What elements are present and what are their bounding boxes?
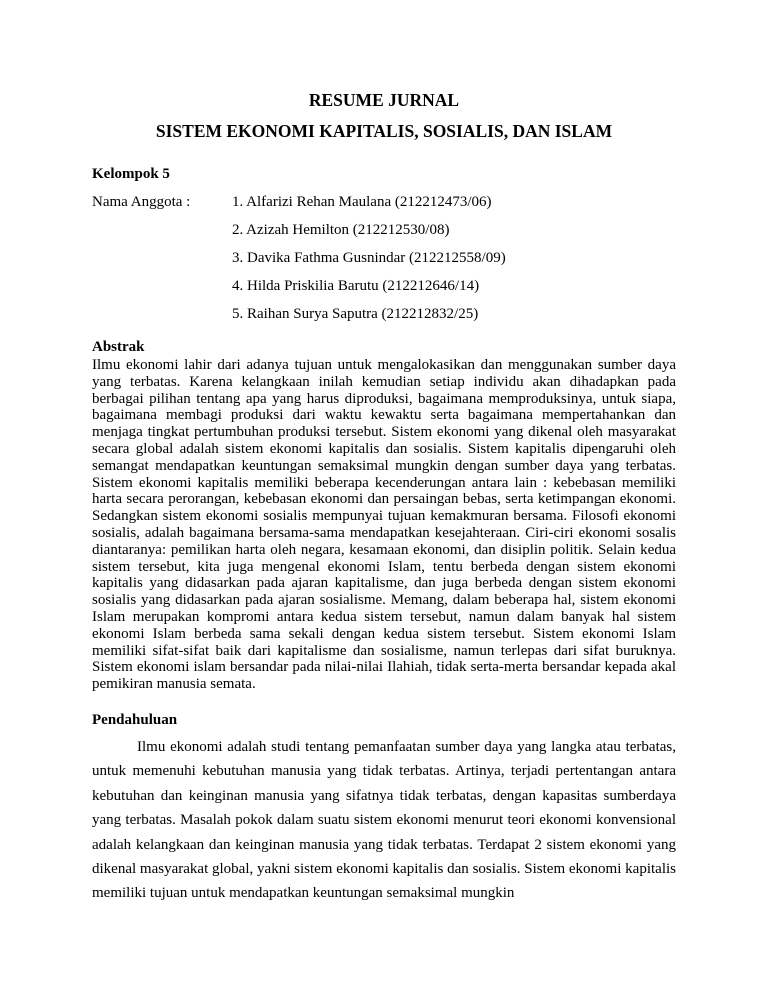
abstract-heading: Abstrak (92, 339, 145, 355)
introduction-heading: Pendahuluan (92, 711, 178, 728)
introduction-paragraph: Ilmu ekonomi adalah studi tentang pemanfaatan sumber daya yang langka atau terbatas, untuk memenuhi kebutuhan manusia yang tidak terbatas. Artinya, terjadi pertentangan antara kebutuhan dan keinginan manusia yang sifatnya tidak terbatas, dengan kapasitas sumberdaya yang terbatas. Masalah pokok dalam suatu sistem ekonomi menurut teori ekonomi konvensional adalah kelangkaan dan keinginan manusia yang tidak terbatas. Terdapat 2 sistem ekonomi yang dikenal masyarakat global, yakni sistem ekonomi kapitalis dan sosialis. Sistem ekonomi kapitalis memiliki tujuan untuk mendapatkan keuntungan semaksimal mungkin (92, 738, 676, 902)
member-item: 2. Azizah Hemilton (212212530/08) (232, 222, 450, 238)
members-label: Nama Anggota : (92, 194, 191, 210)
group-heading: Kelompok 5 (92, 166, 170, 182)
members-list (232, 188, 676, 328)
member-item: 1. Alfarizi Rehan Maulana (212212473/06) (232, 194, 492, 210)
document-subtitle: SISTEM EKONOMI KAPITALIS, SOSIALIS, DAN ISLAM (155, 121, 613, 141)
member-item: 3. Davika Fathma Gusnindar (212212558/09) (232, 250, 506, 266)
members-section (92, 188, 676, 328)
abstract-paragraph: Ilmu ekonomi lahir dari adanya tujuan untuk mengalokasikan dan menggunakan sumber daya yang terbatas. Karena kelangkaan inilah kemudian setiap individu akan dihadapkan pada berbagai pilihan tentang apa yang harus diproduksi, bagaimana memproduksinya, untuk siapa, bagaimana membagi produksi dari waktu kewaktu serta bagaimana mempertahankan dan menjaga tingkat pertumbuhan produksi tersebut. Sistem ekonomi yang dikenal oleh masyarakat secara global adalah sistem ekonomi kapitalis dan sosialis. Sistem kapitalis dipengaruhi oleh semangat mendapatkan keuntungan semaksimal mungkin dengan sumber daya yang terbatas. Sistem ekonomi kapitalis memiliki beberapa kecenderungan antara lain : kebebasan memiliki harta secara perorangan, kebebasan ekonomi dan persaingan bebas, serta ketimpangan ekonomi. Sedangkan sistem ekonomi sosialis mempunyai tujuan kemakmuran bersama. Filosofi ekonomi sosialis, adalah bagaimana bersama-sama mendapatkan kesejahteraan. Ciri-ciri ekonomi sosalis diantaranya: pemilikan harta oleh negara, kesamaan ekonomi, dan disiplin politik. Selain kedua sistem tersebut, kita juga mengenal ekonomi Islam, tentu berbeda dengan sistem ekonomi kapitalis yang didasarkan pada ajaran kapitalisme, dan juga berbeda dengan sistem ekonomi sosialis yang didasarkan pada ajaran sosialisme. Memang, dalam beberapa hal, sistem ekonomi Islam merupakan kompromi antara kedua sistem tersebut, namun dalam banyak hal sistem ekonomi Islam berbeda sama sekali dengan kedua sistem tersebut. Sistem ekonomi Islam memiliki sifat-sifat baik dari kapitalisme dan sosialisme, namun terlepas dari sifat buruknya. Sistem ekonomi islam bersandar pada nilai-nilai Ilahiah, tidak serta-merta bersandar kepada akal pemikiran manusia semata. (92, 357, 676, 693)
document-title: RESUME JURNAL (308, 90, 460, 110)
member-item: 4. Hilda Priskilia Barutu (212212646/14) (232, 278, 480, 294)
member-item: 5. Raihan Surya Saputra (212212832/25) (232, 306, 479, 322)
